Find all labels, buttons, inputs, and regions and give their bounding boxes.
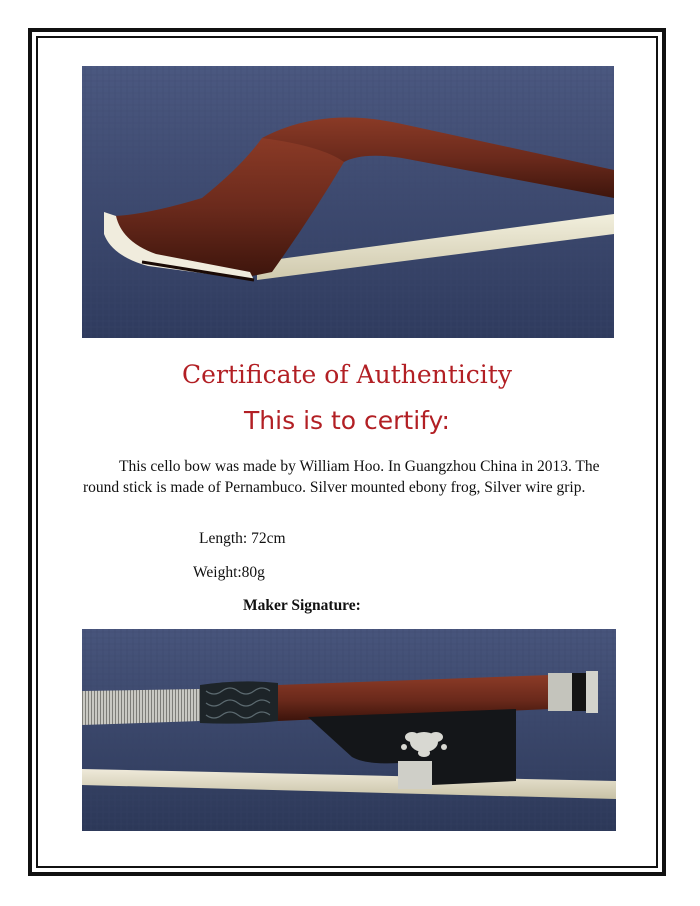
certificate-title: Certificate of Authenticity [182,360,512,389]
cello-bow-frog-photo [82,629,616,831]
description-text: This cello bow was made by William Hoo. In Guangzhou China in 2013. The round stick is made of Pernambuco. Silver mounted ebony frog, Silver wire grip. [83,458,600,496]
bow-weight: Weight:80g [193,564,265,581]
cello-bow-head-photo [82,66,614,338]
maker-signature-label: Maker Signature: [243,597,361,614]
certificate-subtitle: This is to certify: [244,406,450,435]
certificate-description [83,456,623,498]
bow-length: Length: 72cm [199,530,286,547]
